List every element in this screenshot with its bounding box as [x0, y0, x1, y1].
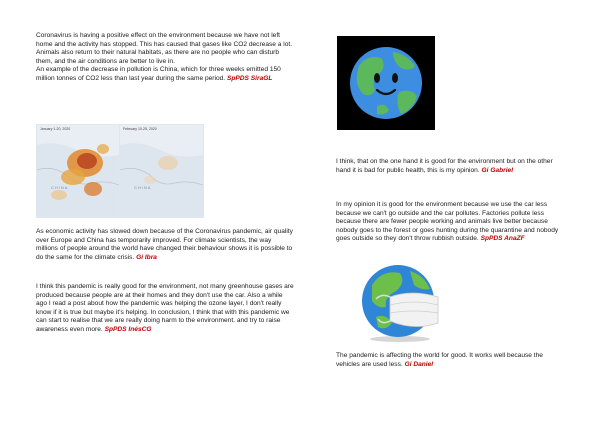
paragraph-text: In my opinion it is good for the environment because we use the car less because we can't go outside and the car pollutes. Factories pollute less because there are fewer people working and animals live better because nobody goes to the forest or goes hunting during the quarantine and nobody goes outside so they don't throw rubbish outside.: [336, 201, 559, 243]
paragraph-text: The pandemic is affecting the world for good. It works well because the vehicles are used less.: [336, 352, 543, 368]
paragraph-text: I think, that on the one hand it is good for the environment but on the other hand it is bad for public health, this is my opinion.: [336, 158, 553, 174]
map-before-date: January 1-20, 2020: [40, 127, 71, 131]
author-signature: SpPDS InésCG: [104, 325, 152, 333]
paragraph-conclusion: [336, 352, 568, 369]
paragraph-car-pollution: [336, 201, 568, 244]
globe-with-mask-icon: [352, 257, 448, 343]
author-signature: Gi Daniel: [404, 360, 434, 368]
paragraph-text: An example of the decrease in pollution is China, which for three weeks emitted 150 million tonnes of CO2 less than last year during the same period.: [36, 66, 281, 82]
author-signature: SpPDS SiraGL: [226, 74, 273, 82]
paragraph-greenhouse: [36, 283, 294, 335]
map-country-label: CHINA: [51, 185, 69, 190]
paragraph-pollution: [36, 32, 294, 84]
paragraph-text: I think this pandemic is really good for the environment, not many greenhouse gases are produced because people are at their homes and they don't use the car. Also a while ago I read a post about how the pandemic was helping the ozone layer, I don't really know if it is true but maybe it's helping. In conclusion, I think that with this pandemic we can start to realise that we are really doing harm to the environment. and try to raise awareness even more.: [36, 283, 294, 333]
paragraph-air-quality: [36, 228, 294, 262]
paragraph-text: As economic activity has slowed down because of the Coronavirus pandemic, air quality over Europe and China has temporarily improved. For climate scientists, the way millions of people around the world have changed their behaviour shows it is possible to do the same for the climate crisis.: [36, 228, 293, 261]
author-signature: SpPDS AnaZF: [480, 235, 525, 243]
paragraph-text: Coronavirus is having a positive effect on the environment because we have not left home and the activity has stopped. This has caused that gases like CO2 decrease a lot. Animals also return to their natural habitats, as there are no people who can disturb them, and the air conditions are better to live in.: [36, 32, 293, 65]
author-signature: Gi Ibra: [136, 253, 157, 261]
author-signature: Gi Gabriel: [481, 166, 514, 174]
smiling-earth-icon: [337, 36, 435, 130]
map-after-image: [120, 125, 203, 217]
paragraph-opinion: [336, 158, 568, 175]
no2-map-before: [36, 124, 120, 218]
map-after-date: February 10-25, 2020: [123, 127, 157, 131]
map-before-image: [37, 125, 119, 217]
no2-map-after: [119, 124, 204, 218]
map-country-label: CHINA: [134, 185, 152, 190]
